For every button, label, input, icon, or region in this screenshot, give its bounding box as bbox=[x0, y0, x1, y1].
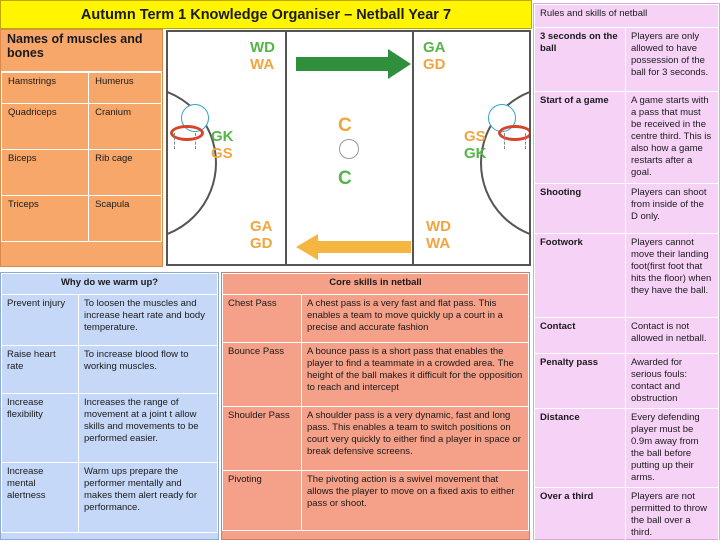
table-row bbox=[2, 150, 162, 196]
explanation-cell: To loosen the muscles and increase heart rate and body temperature. bbox=[79, 295, 218, 346]
position-ga: GA bbox=[423, 39, 446, 56]
orange-arrow-label: Oranges Shoot this way bbox=[322, 234, 397, 241]
table-row bbox=[2, 295, 218, 346]
net-icon bbox=[174, 133, 196, 149]
position-wd: WD bbox=[250, 39, 275, 56]
rule-description-cell: Players can shoot from inside of the D only. bbox=[626, 184, 719, 234]
netball-court-diagram bbox=[166, 30, 531, 266]
table-row bbox=[535, 234, 719, 318]
muscle-cell: Biceps bbox=[2, 150, 89, 196]
table-row bbox=[535, 354, 719, 409]
position-gk: GK bbox=[211, 128, 234, 145]
table-row bbox=[2, 463, 218, 533]
table-row bbox=[223, 407, 529, 471]
rule-cell: Footwork bbox=[535, 234, 626, 318]
warm-up-heading: Why do we warm up? bbox=[2, 274, 218, 295]
position-gk: GK bbox=[464, 145, 487, 162]
skill-cell: Shoulder Pass bbox=[223, 407, 302, 471]
position-wa: WA bbox=[250, 56, 275, 73]
bone-cell: Scapula bbox=[89, 196, 162, 242]
description-cell: A bounce pass is a short pass that enables the player to find a teammate in a crowded area. The height of the ball makes it difficult for the opposition to reach and intercept bbox=[302, 343, 529, 407]
rule-cell: 3 seconds on the ball bbox=[535, 28, 626, 92]
core-skills-panel bbox=[221, 272, 530, 540]
description-cell: The pivoting action is a swivel movement that allows the player to move on a fixed axis to either pass or shoot. bbox=[302, 471, 529, 531]
bone-cell: Humerus bbox=[89, 73, 162, 104]
table-row bbox=[2, 346, 218, 394]
table-row bbox=[535, 28, 719, 92]
reason-cell: Raise heart rate bbox=[2, 346, 79, 394]
position-wd: WD bbox=[426, 218, 451, 235]
position-gs: GS bbox=[464, 128, 486, 145]
reason-cell: Prevent injury bbox=[2, 295, 79, 346]
rule-cell: Over a third bbox=[535, 488, 626, 543]
reason-cell: Increase mental alertness bbox=[2, 463, 79, 533]
table-row bbox=[223, 471, 529, 531]
rule-cell: Contact bbox=[535, 318, 626, 354]
description-cell: A shoulder pass is a very dynamic, fast and long pass. This enables a team to switch positions on court very quickly to either find a player in space or break defensive screens. bbox=[302, 407, 529, 471]
table-row bbox=[223, 343, 529, 407]
rules-table bbox=[534, 4, 719, 543]
skill-cell: Pivoting bbox=[223, 471, 302, 531]
position-gs: GS bbox=[211, 145, 233, 162]
rule-description-cell: Players are only allowed to have possession of the ball for 3 seconds. bbox=[626, 28, 719, 92]
third-line-right bbox=[412, 32, 414, 264]
rule-description-cell: Every defending player must be 0.9m away from the ball before putting up their arms. bbox=[626, 409, 719, 488]
muscles-bones-panel bbox=[0, 29, 163, 267]
green-shoot-arrow bbox=[296, 49, 372, 56]
table-row bbox=[535, 184, 719, 234]
rule-cell: Shooting bbox=[535, 184, 626, 234]
table-row bbox=[223, 295, 529, 343]
table-row bbox=[535, 488, 719, 543]
reason-cell: Increase flexibility bbox=[2, 394, 79, 463]
rules-heading: Rules and skills of netball bbox=[535, 5, 719, 28]
rule-description-cell: Players cannot move their landing foot(first foot that hits the floor) when they have the ball. bbox=[626, 234, 719, 318]
description-cell: A chest pass is a very fast and flat pass. This enables a team to move quickly up a court in a precise and accurate fashion bbox=[302, 295, 529, 343]
explanation-cell: To increase blood flow to working muscles. bbox=[79, 346, 218, 394]
position-c: C bbox=[338, 168, 352, 189]
rule-cell: Start of a game bbox=[535, 92, 626, 184]
rule-cell: Distance bbox=[535, 409, 626, 488]
table-row bbox=[535, 318, 719, 354]
table-row bbox=[535, 92, 719, 184]
muscle-cell: Triceps bbox=[2, 196, 89, 242]
table-row bbox=[2, 196, 162, 242]
muscle-cell: Hamstrings bbox=[2, 73, 89, 104]
position-gd: GD bbox=[250, 235, 273, 252]
muscles-heading: Names of muscles and bones bbox=[1, 30, 162, 72]
position-gd: GD bbox=[423, 56, 446, 73]
third-line-left bbox=[285, 32, 287, 264]
position-ga: GA bbox=[250, 218, 273, 235]
core-skills-table bbox=[222, 273, 529, 531]
muscles-table bbox=[1, 72, 162, 242]
rules-panel bbox=[533, 3, 720, 540]
rule-description-cell: Contact is not allowed in netball. bbox=[626, 318, 719, 354]
warm-up-panel bbox=[0, 272, 219, 540]
bone-cell: Rib cage bbox=[89, 150, 162, 196]
skill-cell: Bounce Pass bbox=[223, 343, 302, 407]
orange-shoot-arrow bbox=[296, 234, 396, 241]
position-wa: WA bbox=[426, 235, 451, 252]
skill-cell: Chest Pass bbox=[223, 295, 302, 343]
centre-circle bbox=[339, 139, 359, 159]
net-icon bbox=[504, 133, 526, 149]
position-c: C bbox=[338, 115, 352, 136]
explanation-cell: Warm ups prepare the performer mentally and makes them alert ready for performance. bbox=[79, 463, 218, 533]
table-row bbox=[2, 73, 162, 104]
green-arrow-label: Greens Shoot this way bbox=[302, 49, 373, 56]
warm-up-table bbox=[1, 273, 218, 533]
core-skills-heading: Core skills in netball bbox=[223, 274, 529, 295]
muscle-cell: Quadriceps bbox=[2, 104, 89, 150]
page-title: Autumn Term 1 Knowledge Organiser – Netball Year 7 bbox=[0, 0, 532, 29]
rule-description-cell: Awarded for serious fouls: contact and obstruction bbox=[626, 354, 719, 409]
rule-cell: Penalty pass bbox=[535, 354, 626, 409]
bone-cell: Cranium bbox=[89, 104, 162, 150]
table-row bbox=[535, 409, 719, 488]
explanation-cell: Increases the range of movement at a joint t allow skills and movements to be performed easier. bbox=[79, 394, 218, 463]
table-row bbox=[2, 394, 218, 463]
rule-description-cell: A game starts with a pass that must be received in the centre third. This is also how a game restarts after a goal. bbox=[626, 92, 719, 184]
rule-description-cell: Players are not permitted to throw the ball over a third. bbox=[626, 488, 719, 543]
table-row bbox=[2, 104, 162, 150]
